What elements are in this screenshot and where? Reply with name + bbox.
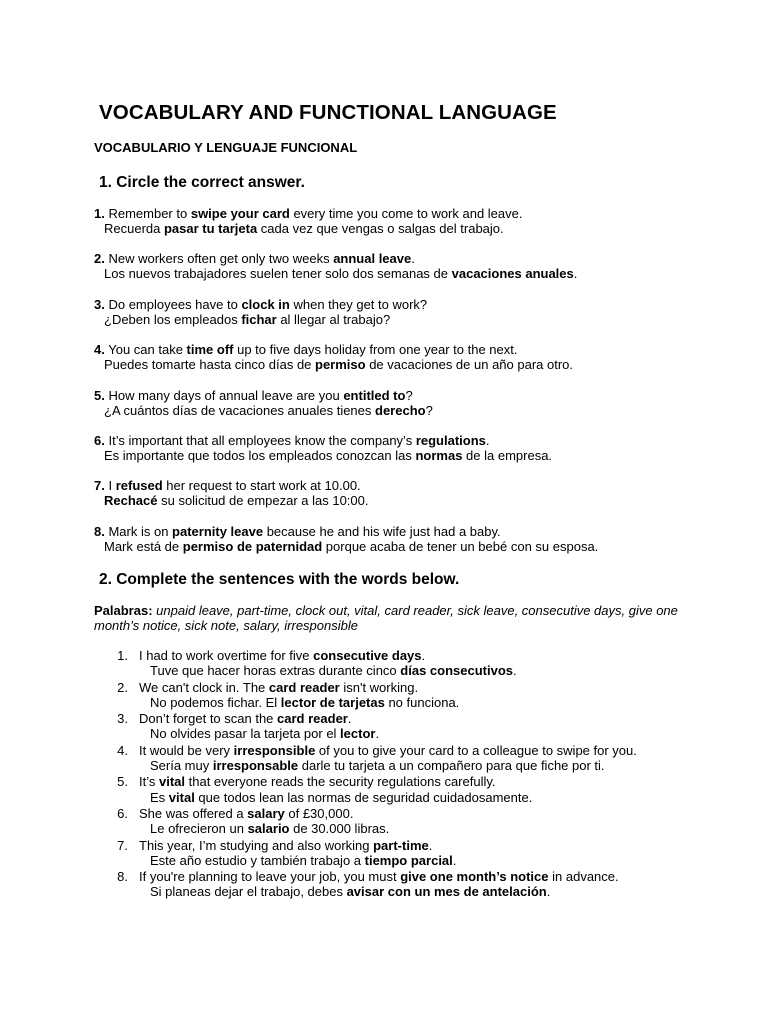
text-run: Los nuevos trabajadores suelen tener solo dos semanas de (104, 266, 452, 282)
text-run: We can't clock in. The (139, 679, 269, 695)
text-run: . (513, 663, 517, 679)
item-number: 7. (94, 478, 105, 493)
numbered-item (114, 711, 684, 743)
text-run: I had to work overtime for five (139, 648, 314, 663)
spanish-translation (94, 357, 573, 373)
bold-term: irresponsible (233, 742, 316, 758)
english-sentence (94, 342, 573, 357)
bold-term: entitled to (343, 388, 406, 403)
bold-term: paternity leave (172, 524, 264, 539)
bold-term: Rechacé (104, 493, 158, 509)
english-sentence (94, 524, 598, 539)
bold-term: salary (247, 805, 285, 821)
bold-term: fichar (241, 312, 277, 328)
text-run: ? (425, 403, 433, 419)
text-run: Si planeas dejar el trabajo, debes (150, 884, 347, 900)
text-run: of £30,000. (284, 805, 354, 821)
text-run: her request to start work at 10.00. (162, 478, 361, 493)
bold-term: pasar tu tarjeta (163, 221, 258, 237)
item-number: 5. (117, 774, 128, 790)
text-run: . (573, 266, 578, 282)
item-number: 6. (94, 433, 105, 448)
bold-term: tiempo parcial (364, 852, 453, 868)
item-number: 4. (117, 742, 128, 758)
exercise-item (94, 206, 523, 238)
spanish-translation (139, 821, 684, 837)
text-run: every time you come to work and leave. (289, 206, 523, 221)
bold-term: vital (168, 789, 195, 805)
spanish-translation (94, 266, 577, 282)
spanish-translation (94, 539, 598, 555)
english-sentence (94, 297, 427, 312)
text-run: Este año estudio y también trabajo a (150, 852, 365, 868)
text-run: I (108, 478, 116, 493)
text-run: ¿A cuántos días de vacaciones anuales tienes (104, 403, 376, 419)
spanish-translation (139, 726, 684, 742)
spanish-translation (139, 853, 684, 869)
bold-term: derecho (375, 403, 426, 419)
text-run: de vacaciones de un año para otro. (365, 357, 574, 373)
english-sentence (139, 711, 684, 726)
bold-term: vital (159, 774, 186, 790)
text-run: because he and his wife just had a baby. (263, 524, 501, 539)
text-run: Sería muy (150, 758, 213, 774)
text-run: Es importante que todos los empleados conozcan las (104, 448, 416, 464)
bold-term: consecutive days (313, 648, 422, 663)
text-run: It’s important that all employees know the company’s (108, 433, 416, 448)
exercise-item (94, 342, 573, 374)
item-number: 3. (94, 297, 105, 312)
text-run: . (375, 726, 380, 742)
spanish-translation (139, 663, 684, 679)
numbered-item (114, 838, 684, 870)
item-number: 8. (94, 524, 105, 539)
english-sentence (139, 838, 684, 853)
text-run: Le ofrecieron un (150, 821, 248, 837)
section-2-heading: 2. Complete the sentences with the words below. (99, 571, 460, 588)
bold-term: part-time (373, 837, 429, 853)
text-run: It’s (139, 774, 159, 790)
bold-term: annual leave (333, 251, 412, 266)
text-run: No olvides pasar la tarjeta por el (150, 726, 341, 742)
bold-term: lector (340, 726, 376, 742)
exercise-item (94, 478, 369, 510)
text-run: su solicitud de empezar a las 10:00. (157, 493, 369, 509)
english-sentence (94, 251, 577, 266)
item-number: 4. (94, 342, 105, 357)
text-run: . (421, 648, 426, 663)
text-run: porque acaba de tener un bebé con su esposa. (322, 539, 599, 555)
text-run: Puedes tomarte hasta cinco días de (104, 357, 316, 373)
text-run: darle tu tarjeta a un compañero para que fiche por ti. (298, 758, 605, 774)
bold-term: irresponsable (212, 758, 299, 774)
text-run: It would be very (139, 742, 234, 758)
bold-term: salario (247, 821, 290, 837)
text-run: Es (150, 789, 169, 805)
page-subtitle: VOCABULARIO Y LENGUAJE FUNCIONAL (94, 140, 358, 155)
item-number: 1. (117, 648, 128, 663)
text-run: Don’t forget to scan the (139, 711, 278, 727)
section-1-heading: 1. Circle the correct answer. (99, 174, 305, 191)
item-number: 2. (94, 251, 105, 266)
english-sentence (139, 743, 684, 758)
bold-term: give one month’s notice (400, 869, 549, 885)
text-run: de 30.000 libras. (289, 821, 390, 837)
text-run: No podemos fichar. El (150, 694, 281, 710)
bold-term: card reader (277, 711, 348, 727)
bold-term: permiso de paternidad (182, 539, 323, 555)
exercise-item (94, 388, 433, 420)
text-run: Recuerda (104, 221, 164, 237)
numbered-item (114, 806, 684, 838)
english-sentence (94, 433, 552, 448)
item-number: 3. (117, 711, 128, 727)
spanish-translation (139, 758, 684, 774)
bold-term: vacaciones anuales (451, 266, 574, 282)
english-sentence (139, 774, 684, 789)
exercise-item (94, 433, 552, 465)
text-run: Mark is on (108, 524, 173, 539)
item-number: 6. (117, 805, 128, 821)
numbered-item (114, 648, 684, 680)
exercise-item (94, 524, 598, 556)
english-sentence (94, 478, 369, 493)
english-sentence (94, 206, 523, 221)
bold-term: time off (186, 342, 234, 357)
word-bank-label: Palabras: (94, 603, 153, 618)
spanish-translation (139, 695, 684, 711)
text-run: Remember to (108, 206, 191, 221)
bold-term: refused (115, 478, 163, 493)
bold-term: permiso (315, 357, 366, 373)
text-run: . (428, 837, 433, 853)
text-run: You can take (108, 342, 187, 357)
spanish-translation (94, 403, 433, 419)
numbered-item (114, 774, 684, 806)
bold-term: días consecutivos (400, 663, 513, 679)
english-sentence (139, 869, 684, 884)
text-run: . (347, 711, 352, 727)
bold-term: regulations (415, 433, 486, 448)
text-run: . (411, 251, 415, 266)
section-2-list (114, 648, 684, 901)
english-sentence (94, 388, 433, 403)
text-run: in advance. (548, 869, 619, 885)
numbered-item (114, 743, 684, 775)
exercise-item (94, 251, 577, 283)
item-number: 5. (94, 388, 105, 403)
bold-term: lector de tarjetas (280, 694, 385, 710)
text-run: no funciona. (384, 694, 460, 710)
text-run: of you to give your card to a colleague to swipe for you. (315, 742, 637, 758)
text-run: isn't working. (339, 679, 419, 695)
text-run: She was offered a (139, 805, 248, 821)
spanish-translation (94, 448, 552, 464)
word-bank (94, 603, 694, 634)
text-run: cada vez que vengas o salgas del trabajo. (257, 221, 504, 237)
english-sentence (139, 680, 684, 695)
text-run: . (452, 852, 457, 868)
text-run: Tuve que hacer horas extras durante cinco (150, 663, 401, 679)
exercise-item (94, 297, 427, 329)
bold-term: card reader (268, 679, 340, 695)
text-run: . (546, 884, 551, 900)
spanish-translation (94, 493, 369, 509)
item-number: 7. (117, 837, 128, 853)
item-number: 1. (94, 206, 105, 221)
item-number: 2. (117, 679, 128, 695)
text-run: Mark está de (104, 539, 183, 555)
spanish-translation (139, 884, 684, 900)
spanish-translation (139, 790, 684, 806)
text-run: that everyone reads the security regulations carefully. (185, 774, 496, 790)
bold-term: clock in (241, 297, 290, 312)
text-run: ¿Deben los empleados (104, 312, 242, 328)
text-run: up to five days holiday from one year to the next. (233, 342, 518, 357)
numbered-item (114, 680, 684, 712)
bold-term: swipe your card (190, 206, 290, 221)
text-run: If you're planning to leave your job, you must (139, 869, 401, 885)
bold-term: normas (415, 448, 463, 464)
text-run: al llegar al trabajo? (276, 312, 391, 328)
text-run: This year, I’m studying and also working (139, 837, 374, 853)
text-run: New workers often get only two weeks (108, 251, 334, 266)
spanish-translation (94, 312, 427, 328)
english-sentence (139, 806, 684, 821)
text-run: How many days of annual leave are you (108, 388, 344, 403)
text-run: . (485, 433, 490, 448)
numbered-item (114, 869, 684, 901)
page-title: VOCABULARY AND FUNCTIONAL LANGUAGE (99, 101, 557, 124)
word-bank-words: unpaid leave, part-time, clock out, vital, card reader, sick leave, consecutive days, give one month’s notice, sick note, salary, irresponsible (94, 603, 678, 634)
text-run: que todos lean las normas de seguridad cuidadosamente. (194, 789, 533, 805)
text-run: de la empresa. (462, 448, 553, 464)
bold-term: avisar con un mes de antelación (346, 884, 547, 900)
text-run: when they get to work? (289, 297, 428, 312)
text-run: ? (405, 388, 413, 403)
text-run: Do employees have to (108, 297, 242, 312)
english-sentence (139, 648, 684, 663)
item-number: 8. (117, 869, 128, 885)
spanish-translation (94, 221, 523, 237)
